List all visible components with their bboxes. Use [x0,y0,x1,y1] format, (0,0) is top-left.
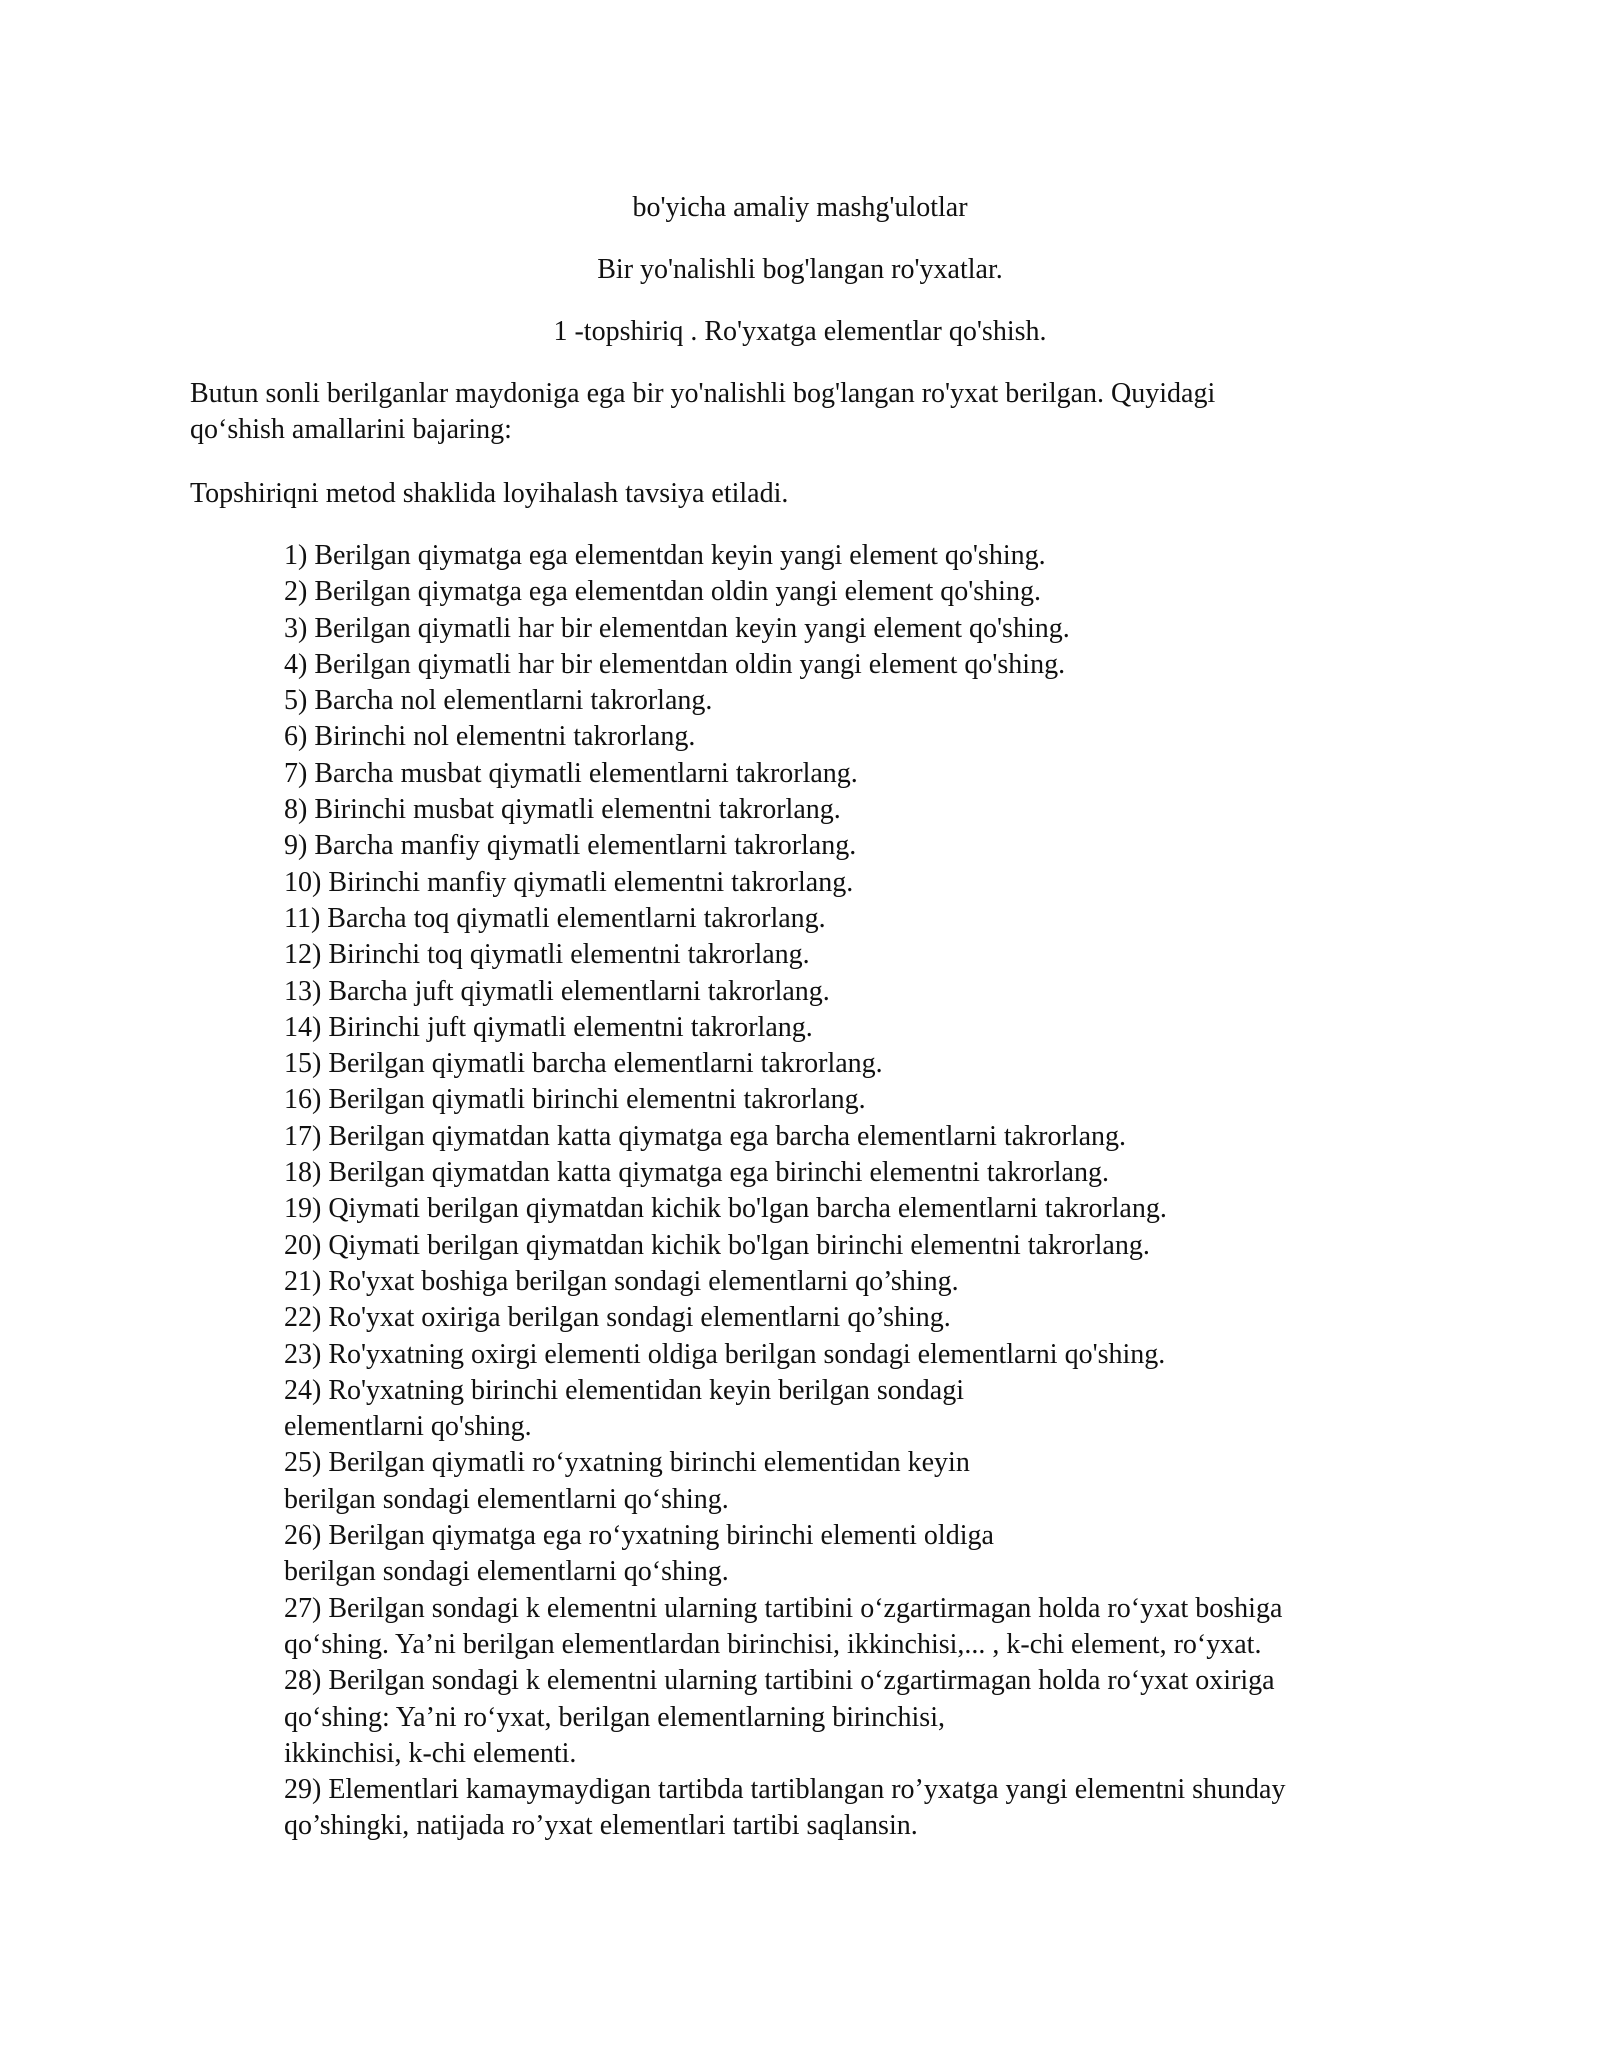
task-list [284,538,1444,1845]
task-text-line: 13) Barcha juft qiymatli elementlarni takrorlang. [284,975,830,1007]
task-item [284,1337,1444,1373]
task-item [284,1046,1444,1082]
task-text-line: 19) Qiymati berilgan qiymatdan kichik bo'lgan barcha elementlarni takrorlang. [284,1193,1167,1225]
task-item [284,1373,1444,1446]
task-item [284,1264,1444,1300]
task-text-line: 29) Elementlari kamaymaydigan tartibda tartiblangan ro’yxatga yangi elementni shunday [284,1774,1286,1806]
task-text-line: 25) Berilgan qiymatli ro‘yxatning birinchi elementidan keyin [284,1447,970,1479]
task-item [284,647,1444,683]
intro-line: Butun sonli berilganlar maydoniga ega bir yo'nalishli bog'langan ro'yxat berilgan. Quyidagi [190,378,1216,409]
intro-paragraph [190,376,1430,448]
task-text-line: berilgan sondagi elementlarni qo‘shing. [284,1483,729,1515]
task-item [284,974,1444,1010]
task-item [284,1518,1444,1591]
task-text-line: 17) Berilgan qiymatdan katta qiymatga ega barcha elementlarni takrorlang. [284,1120,1126,1152]
task-item [284,574,1444,610]
task-text-line: 27) Berilgan sondagi k elementni ularning tartibini o‘zgartirmagan holda ro‘yxat boshiga [284,1592,1283,1624]
task-item [284,1772,1444,1845]
task-item [284,1591,1444,1664]
task-item [284,1119,1444,1155]
task-text-line: 18) Berilgan qiymatdan katta qiymatga ega birinchi elementni takrorlang. [284,1157,1109,1189]
intro-line: qo‘shish amallarini bajaring: [190,414,512,445]
task-text-line: qo‘shing: Ya’ni ro‘yxat, berilgan elementlarning birinchisi, [284,1701,945,1733]
task-text-line: elementlarni qo'shing. [284,1411,532,1443]
task-text-line: 15) Berilgan qiymatli barcha elementlarni takrorlang. [284,1048,883,1080]
task-item [284,937,1444,973]
task-text-line: 20) Qiymati berilgan qiymatdan kichik bo'lgan birinchi elementni takrorlang. [284,1229,1150,1261]
task-text-line: 5) Barcha nol elementlarni takrorlang. [284,685,713,717]
task-item [284,1228,1444,1264]
task-text-line: 14) Birinchi juft qiymatli elementni takrorlang. [284,1011,813,1043]
task-item [284,1191,1444,1227]
task-item [284,792,1444,828]
task-text-line: ikkinchisi, k-chi elementi. [284,1737,577,1769]
task-text-line: 1) Berilgan qiymatga ega elementdan keyin yangi element qo'shing. [284,540,1046,571]
task-item [284,756,1444,792]
task-item [284,1010,1444,1046]
task-text-line: 7) Barcha musbat qiymatli elementlarni takrorlang. [284,757,858,789]
task-text-line: 21) Ro'yxat boshiga berilgan sondagi elementlarni qo’shing. [284,1265,959,1297]
task-text-line: 3) Berilgan qiymatli har bir elementdan keyin yangi element qo'shing. [284,612,1070,644]
task-item [284,538,1444,574]
task-item [284,1663,1444,1772]
task-item [284,683,1444,719]
assignment-title: 1 -topshiriq . Ro'yxatga elementlar qo'shish. [553,316,1047,347]
task-text-line: 4) Berilgan qiymatli har bir elementdan oldin yangi element qo'shing. [284,648,1066,680]
task-text-line: 2) Berilgan qiymatga ega elementdan oldin yangi element qo'shing. [284,576,1041,608]
task-item [284,828,1444,864]
task-text-line: 12) Birinchi toq qiymatli elementni takrorlang. [284,939,810,971]
task-text-line: qo’shingki, natijada ro’yxat elementlari tartibi saqlansin. [284,1810,918,1842]
task-text-line: 22) Ro'yxat oxiriga berilgan sondagi elementlarni qo’shing. [284,1302,951,1334]
recommendation-text: Topshiriqni metod shaklida loyihalash tavsiya etiladi. [190,478,789,509]
task-text-line: qo‘shing. Ya’ni berilgan elementlardan birinchisi, ikkinchisi,... , k-chi element, ro‘yxat. [284,1628,1262,1660]
document-subject-title: bo'yicha amaliy mashg'ulotlar [632,192,968,223]
task-text-line: 8) Birinchi musbat qiymatli elementni takrorlang. [284,794,841,826]
task-text-line: 26) Berilgan qiymatga ega ro‘yxatning birinchi elementi oldiga [284,1520,994,1552]
task-text-line: 28) Berilgan sondagi k elementni ularning tartibini o‘zgartirmagan holda ro‘yxat oxiriga [284,1665,1275,1697]
task-item [284,611,1444,647]
task-item [284,865,1444,901]
task-item [284,1445,1444,1518]
task-item [284,1300,1444,1336]
task-text-line: 9) Barcha manfiy qiymatli elementlarni takrorlang. [284,830,857,862]
task-text-line: 11) Barcha toq qiymatli elementlarni takrorlang. [284,902,826,934]
task-text-line: 23) Ro'yxatning oxirgi elementi oldiga berilgan sondagi elementlarni qo'shing. [284,1338,1166,1370]
task-text-line: 10) Birinchi manfiy qiymatli elementni takrorlang. [284,866,854,898]
task-text-line: berilgan sondagi elementlarni qo‘shing. [284,1556,729,1588]
task-item [284,719,1444,755]
task-item [284,1082,1444,1118]
task-text-line: 16) Berilgan qiymatli birinchi elementni takrorlang. [284,1084,866,1116]
topic-title: Bir yo'nalishli bog'langan ro'yxatlar. [597,254,1003,285]
task-item [284,901,1444,937]
task-item [284,1155,1444,1191]
task-text-line: 24) Ro'yxatning birinchi elementidan keyin berilgan sondagi [284,1374,964,1406]
task-text-line: 6) Birinchi nol elementni takrorlang. [284,721,696,753]
